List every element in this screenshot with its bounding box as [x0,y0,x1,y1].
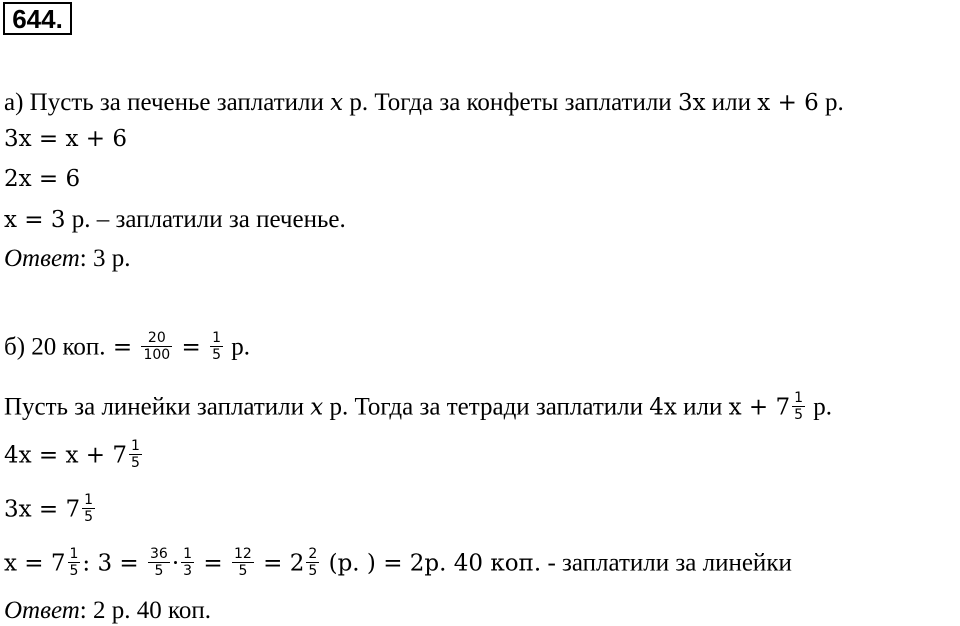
answer-label: Ответ [4,245,80,272]
expression: 4x = x + 7 [4,442,127,469]
part-b-equation-2 [4,494,97,527]
part-b-intro [4,392,832,425]
text: р. [807,393,833,421]
denominator: 5 [69,563,79,580]
part-b-conversion [4,332,250,365]
text: Пусть за линейки заплатили [4,393,311,421]
denominator: 5 [308,563,318,580]
text: или [705,89,758,116]
fraction [232,546,254,579]
numerator: 1 [794,390,804,406]
part-a-equation-2: 2x = 6 [4,166,81,192]
answer-value: : 2 р. 40 коп. [79,597,211,624]
numerator: 1 [131,438,140,454]
numerator: 1 [69,546,79,562]
answer-label: Ответ [4,597,80,624]
numerator: 1 [183,546,193,562]
expression: 3x = 7 [4,496,81,523]
whole-part: 2 [289,550,305,577]
expression: (р. ) = 2р. 40 коп. [321,550,542,577]
expression: x = 7 [4,550,66,577]
part-b-equation-3 [4,548,792,581]
numerator: 12 [233,546,252,562]
part-a-equation-3 [4,207,346,232]
fraction [141,330,172,363]
variable: x [310,394,324,421]
numerator: 2 [308,546,318,562]
expression: 4x [649,394,677,421]
expression: x + 7 [728,394,791,421]
equals: = [196,550,230,577]
variable: x [330,90,344,116]
text: - заплатили за линейки [541,549,792,577]
expression: 3x [677,90,706,116]
denominator: 5 [84,509,94,526]
fraction [82,492,95,525]
problem-number: 644. [3,2,72,35]
fraction [68,546,81,579]
fraction [210,330,223,363]
denominator: 5 [794,407,804,424]
fraction [181,546,194,579]
denominator: 5 [238,563,248,580]
text: р. Тогда за конфеты заплатили [343,89,678,116]
answer-value: : 3 р. [79,245,131,272]
expression: x + 6 [757,90,819,116]
text: или [676,393,729,421]
expression: : 3 = [82,550,147,577]
fraction [148,546,170,579]
expression: x = 3 [4,207,66,233]
numerator: 20 [141,330,172,347]
text: р. [225,333,251,361]
numerator: 1 [84,492,94,508]
text: р. [818,89,844,116]
denominator: 5 [131,455,140,472]
text: б) 20 коп. [4,333,106,361]
denominator: 100 [143,347,171,364]
equals: = [255,550,290,577]
equals: = [105,334,140,361]
equals: = [174,334,209,361]
part-a-intro [4,90,844,115]
fraction [792,390,805,423]
denominator: 3 [183,563,193,580]
fraction [306,546,319,579]
numerator: 1 [212,330,222,346]
part-a-answer [4,246,130,271]
fraction [129,438,142,471]
denominator: 5 [212,347,222,364]
numerator: 36 [150,546,168,562]
denominator: 5 [154,563,164,580]
part-b-answer [4,598,211,623]
text: р. Тогда за тетради заплатили [323,393,650,421]
text: а) Пусть за печенье заплатили [4,89,331,116]
multiply-dot: · [171,550,180,577]
part-a-equation-1: 3x = x + 6 [4,126,127,152]
part-b-equation-1 [4,440,144,473]
text: р. – заплатили за печенье. [65,206,346,233]
